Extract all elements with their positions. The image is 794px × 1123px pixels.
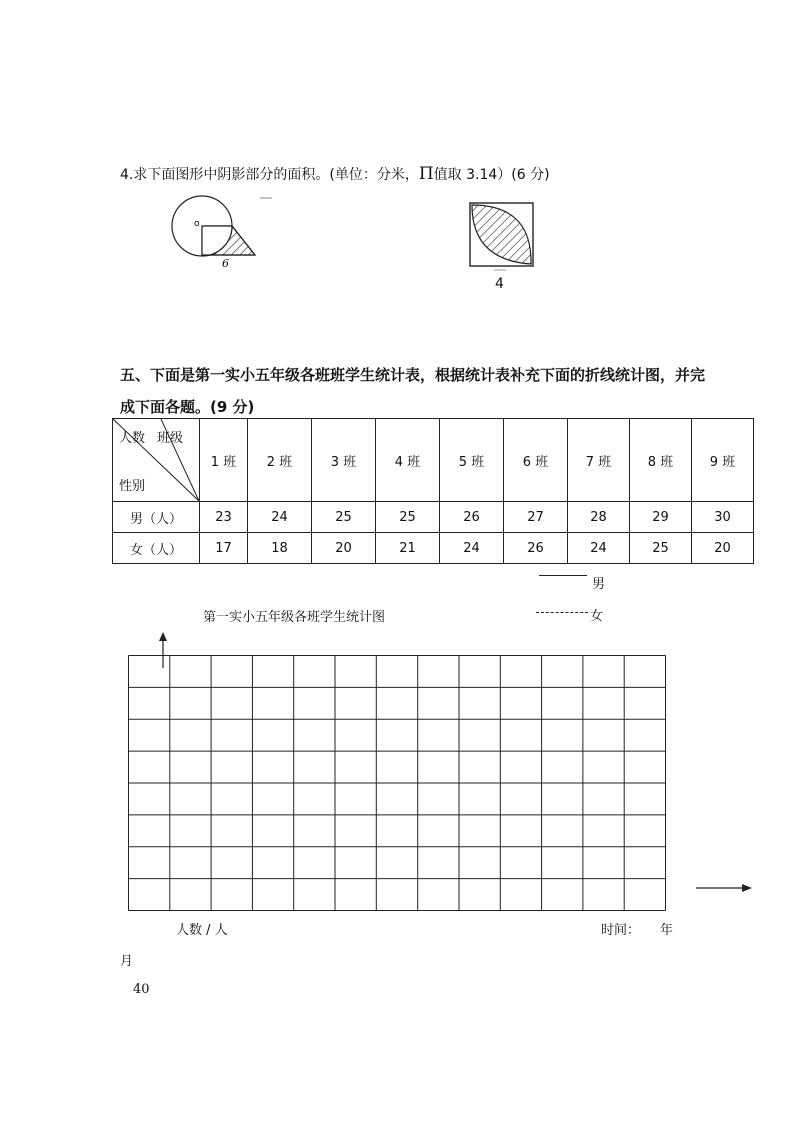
table-cell: 20 [312,533,376,564]
table-row-female [113,533,754,564]
legend-female-line [536,612,588,613]
class-header: 2 班 [248,419,312,502]
month-label: 月 [120,954,134,969]
empty-chart-grid [128,655,666,911]
table-cell: 23 [200,502,248,533]
class-header: 8 班 [630,419,692,502]
table-row-male [113,502,754,533]
table-cell: 18 [248,533,312,564]
header-people-count: 人数 [119,431,146,446]
table-cell: 27 [504,502,568,533]
legend-female-label: 女 [590,609,604,624]
class-header: 4 班 [376,419,440,502]
figure-circle-trapezoid [160,190,280,275]
header-gender: 性别 [119,479,146,494]
y-axis-unit-label: 人数 / 人 [176,923,228,938]
figure-1-center-label: o [194,219,200,229]
table-cell: 25 [630,533,692,564]
y-value-label: 40 [133,982,150,997]
legend-male-label: 男 [592,577,606,592]
table-cell: 29 [630,502,692,533]
table-cell: 25 [376,502,440,533]
table-cell: 28 [568,502,630,533]
class-header: 1 班 [200,419,248,502]
section-5-heading-line2: 成下面各题。(9 分) [120,398,255,416]
table-cell: 24 [248,502,312,533]
table-cell: 24 [440,533,504,564]
class-header: 3 班 [312,419,376,502]
header-class: 班级 [157,431,184,446]
row-label-female: 女（人） [113,533,200,564]
question-4-suffix: 值取 3.14）(6 分) [433,167,550,183]
x-axis-arrow-icon [696,880,752,896]
class-header: 6 班 [504,419,568,502]
table-cell: 17 [200,533,248,564]
pi-symbol: Π [418,164,434,184]
class-header: 5 班 [440,419,504,502]
legend-male-line [539,575,587,576]
figure-square-leaf [466,200,538,272]
table-cell: 20 [692,533,754,564]
class-header: 9 班 [692,419,754,502]
table-cell: 26 [504,533,568,564]
year-label: 年 [660,923,674,938]
row-label-male: 男（人） [113,502,200,533]
table-cell: 30 [692,502,754,533]
class-header: 7 班 [568,419,630,502]
question-4-text [120,164,550,184]
table-cell: 25 [312,502,376,533]
table-cell: 26 [440,502,504,533]
table-corner-header [113,419,200,502]
class-statistics-table [112,418,754,564]
table-cell: 24 [568,533,630,564]
figure-2-side-label: 4 [495,276,504,292]
time-label: 时间： [601,923,641,938]
chart-title: 第一实小五年级各班学生统计图 [203,610,386,625]
section-5-heading-line1: 五、下面是第一实小五年级各班班学生统计表，根据统计表补充下面的折线统计图，并完 [120,366,706,384]
figure-1-base-label: 6 [222,257,229,270]
question-4-prefix: 4.求下面图形中阴影部分的面积。(单位：分米， [120,167,419,183]
table-cell: 21 [376,533,440,564]
